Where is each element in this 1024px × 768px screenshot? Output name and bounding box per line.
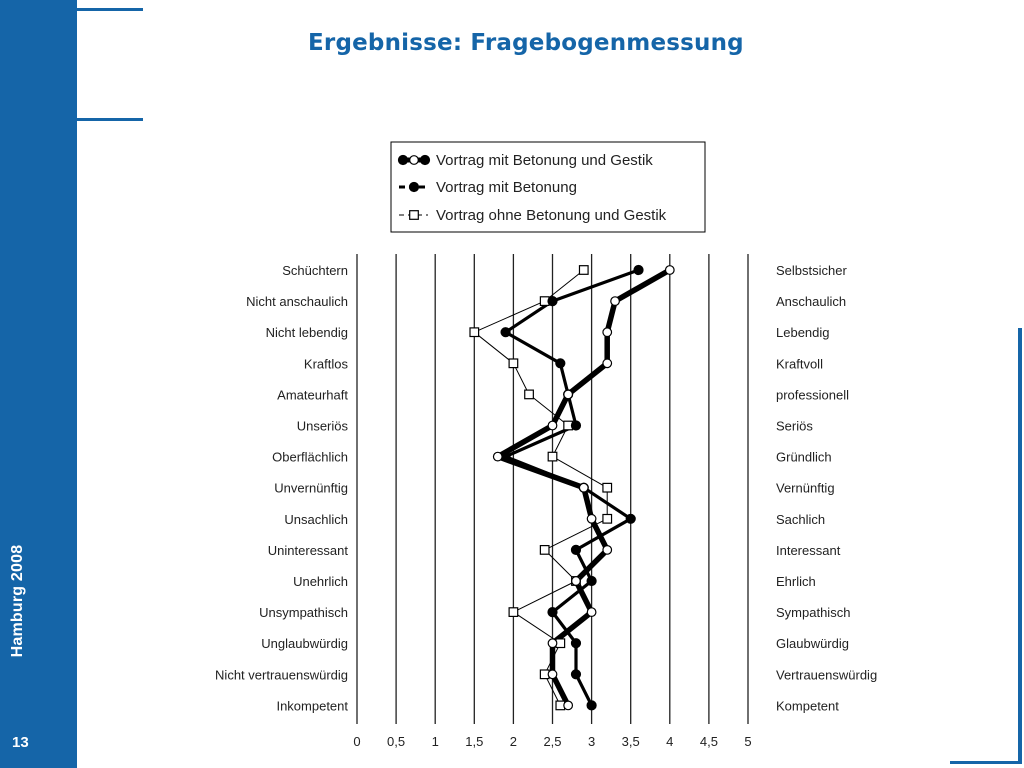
legend-marker-1a — [398, 155, 407, 164]
chart-series-markers — [470, 265, 674, 710]
right-pole-label: Lebendig — [776, 325, 830, 341]
series-1-point — [548, 670, 557, 679]
left-pole-label: Nicht anschaulich — [246, 294, 348, 310]
series-3-point — [525, 390, 534, 399]
left-pole-label: Inkompetent — [276, 698, 348, 714]
legend-label-2: Vortrag mit Betonung — [436, 179, 577, 196]
series-1-point — [548, 639, 557, 648]
left-pole-label: Schüchtern — [282, 263, 348, 278]
x-tick-label: 4,5 — [699, 734, 718, 749]
page-title: Ergebnisse: Fragebogenmessung — [308, 30, 744, 56]
left-pole-label: Nicht lebendig — [265, 325, 348, 341]
series-1-point — [611, 297, 620, 306]
left-pole-label: Oberflächlich — [272, 449, 348, 465]
left-pole-label: Unvernünftig — [274, 480, 348, 496]
left-pole-label: Amateurhaft — [277, 387, 348, 403]
series-1-point — [587, 515, 596, 524]
series-1-point — [579, 483, 588, 492]
left-pole-label: Uninteressant — [267, 542, 348, 558]
left-pole-label: Unehrlich — [293, 574, 348, 589]
series-2-point — [587, 701, 596, 710]
series-3-point — [540, 546, 549, 555]
series-3-point — [603, 515, 612, 524]
series-2-point — [571, 639, 580, 648]
series-2-point — [571, 545, 580, 554]
legend-label-1: Vortrag mit Betonung und Gestik — [436, 152, 653, 169]
x-tick-label: 1 — [431, 734, 439, 749]
left-pole-label: Unsachlich — [284, 511, 348, 527]
legend-marker-2 — [409, 182, 418, 191]
series-1-point — [603, 328, 612, 337]
left-pole-label: Kraftlos — [303, 356, 348, 372]
right-pole-label: Vernünftig — [776, 480, 835, 496]
legend-marker-3 — [410, 211, 419, 220]
series-2-point — [587, 576, 596, 585]
right-pole-label: Sympathisch — [776, 605, 851, 621]
series-1-point — [666, 266, 675, 275]
series-1-point — [603, 359, 612, 368]
chart-row-labels — [215, 263, 877, 713]
right-pole-label: Kompetent — [776, 698, 839, 714]
series-3-point — [470, 328, 479, 337]
series-2-point — [501, 328, 510, 337]
legend-marker-1b — [410, 156, 419, 165]
right-pole-label: Interessant — [776, 542, 841, 558]
series-3-point — [509, 608, 518, 617]
left-pole-label: Unglaubwürdig — [261, 636, 348, 652]
chart-x-ticks — [353, 734, 751, 749]
x-tick-label: 3,5 — [621, 734, 640, 749]
legend-marker-1c — [420, 155, 429, 164]
right-pole-label: Seriös — [776, 418, 813, 434]
series-2-point — [548, 297, 557, 306]
right-pole-label: Ehrlich — [776, 574, 816, 589]
right-pole-label: Anschaulich — [776, 294, 847, 310]
series-1-point — [572, 577, 581, 586]
chart-legend — [391, 142, 705, 232]
x-tick-label: 0,5 — [387, 734, 406, 749]
legend-label-3: Vortrag ohne Betonung und Gestik — [436, 207, 667, 224]
series-2-point — [634, 265, 643, 274]
right-pole-label: Selbstsicher — [776, 263, 847, 278]
series-2-point — [626, 514, 635, 523]
series-1-point — [564, 390, 573, 399]
series-1-point — [493, 452, 502, 461]
series-2-point — [548, 608, 557, 617]
right-pole-label: Glaubwürdig — [776, 636, 849, 652]
series-2-point — [571, 421, 580, 430]
right-pole-label: Gründlich — [776, 449, 832, 465]
right-pole-label: Sachlich — [776, 511, 826, 527]
x-tick-label: 1,5 — [465, 734, 484, 749]
left-pole-label: Nicht vertrauenswürdig — [215, 667, 348, 683]
series-2-point — [556, 359, 565, 368]
x-tick-label: 2,5 — [543, 734, 562, 749]
x-tick-label: 0 — [353, 734, 361, 749]
side-label: Hamburg 2008 — [9, 544, 26, 658]
x-tick-label: 2 — [509, 734, 518, 749]
left-pole-label: Unsympathisch — [259, 605, 348, 621]
x-tick-label: 5 — [744, 734, 752, 749]
series-1-point — [603, 546, 612, 555]
left-pole-label: Unseriös — [296, 418, 348, 434]
x-tick-label: 3 — [587, 734, 596, 749]
series-1-point — [548, 421, 557, 430]
right-pole-label: Kraftvoll — [776, 356, 823, 372]
right-pole-label: professionell — [776, 387, 849, 403]
series-2-point — [571, 670, 580, 679]
series-1-point — [587, 608, 596, 617]
series-3-point — [579, 266, 588, 275]
x-tick-label: 4 — [666, 734, 674, 749]
series-3-point — [603, 483, 612, 492]
page-number: 13 — [12, 734, 29, 751]
series-1-point — [564, 701, 573, 710]
series-3-point — [548, 452, 557, 461]
series-3-point — [509, 359, 518, 368]
right-pole-label: Vertrauenswürdig — [776, 667, 878, 683]
